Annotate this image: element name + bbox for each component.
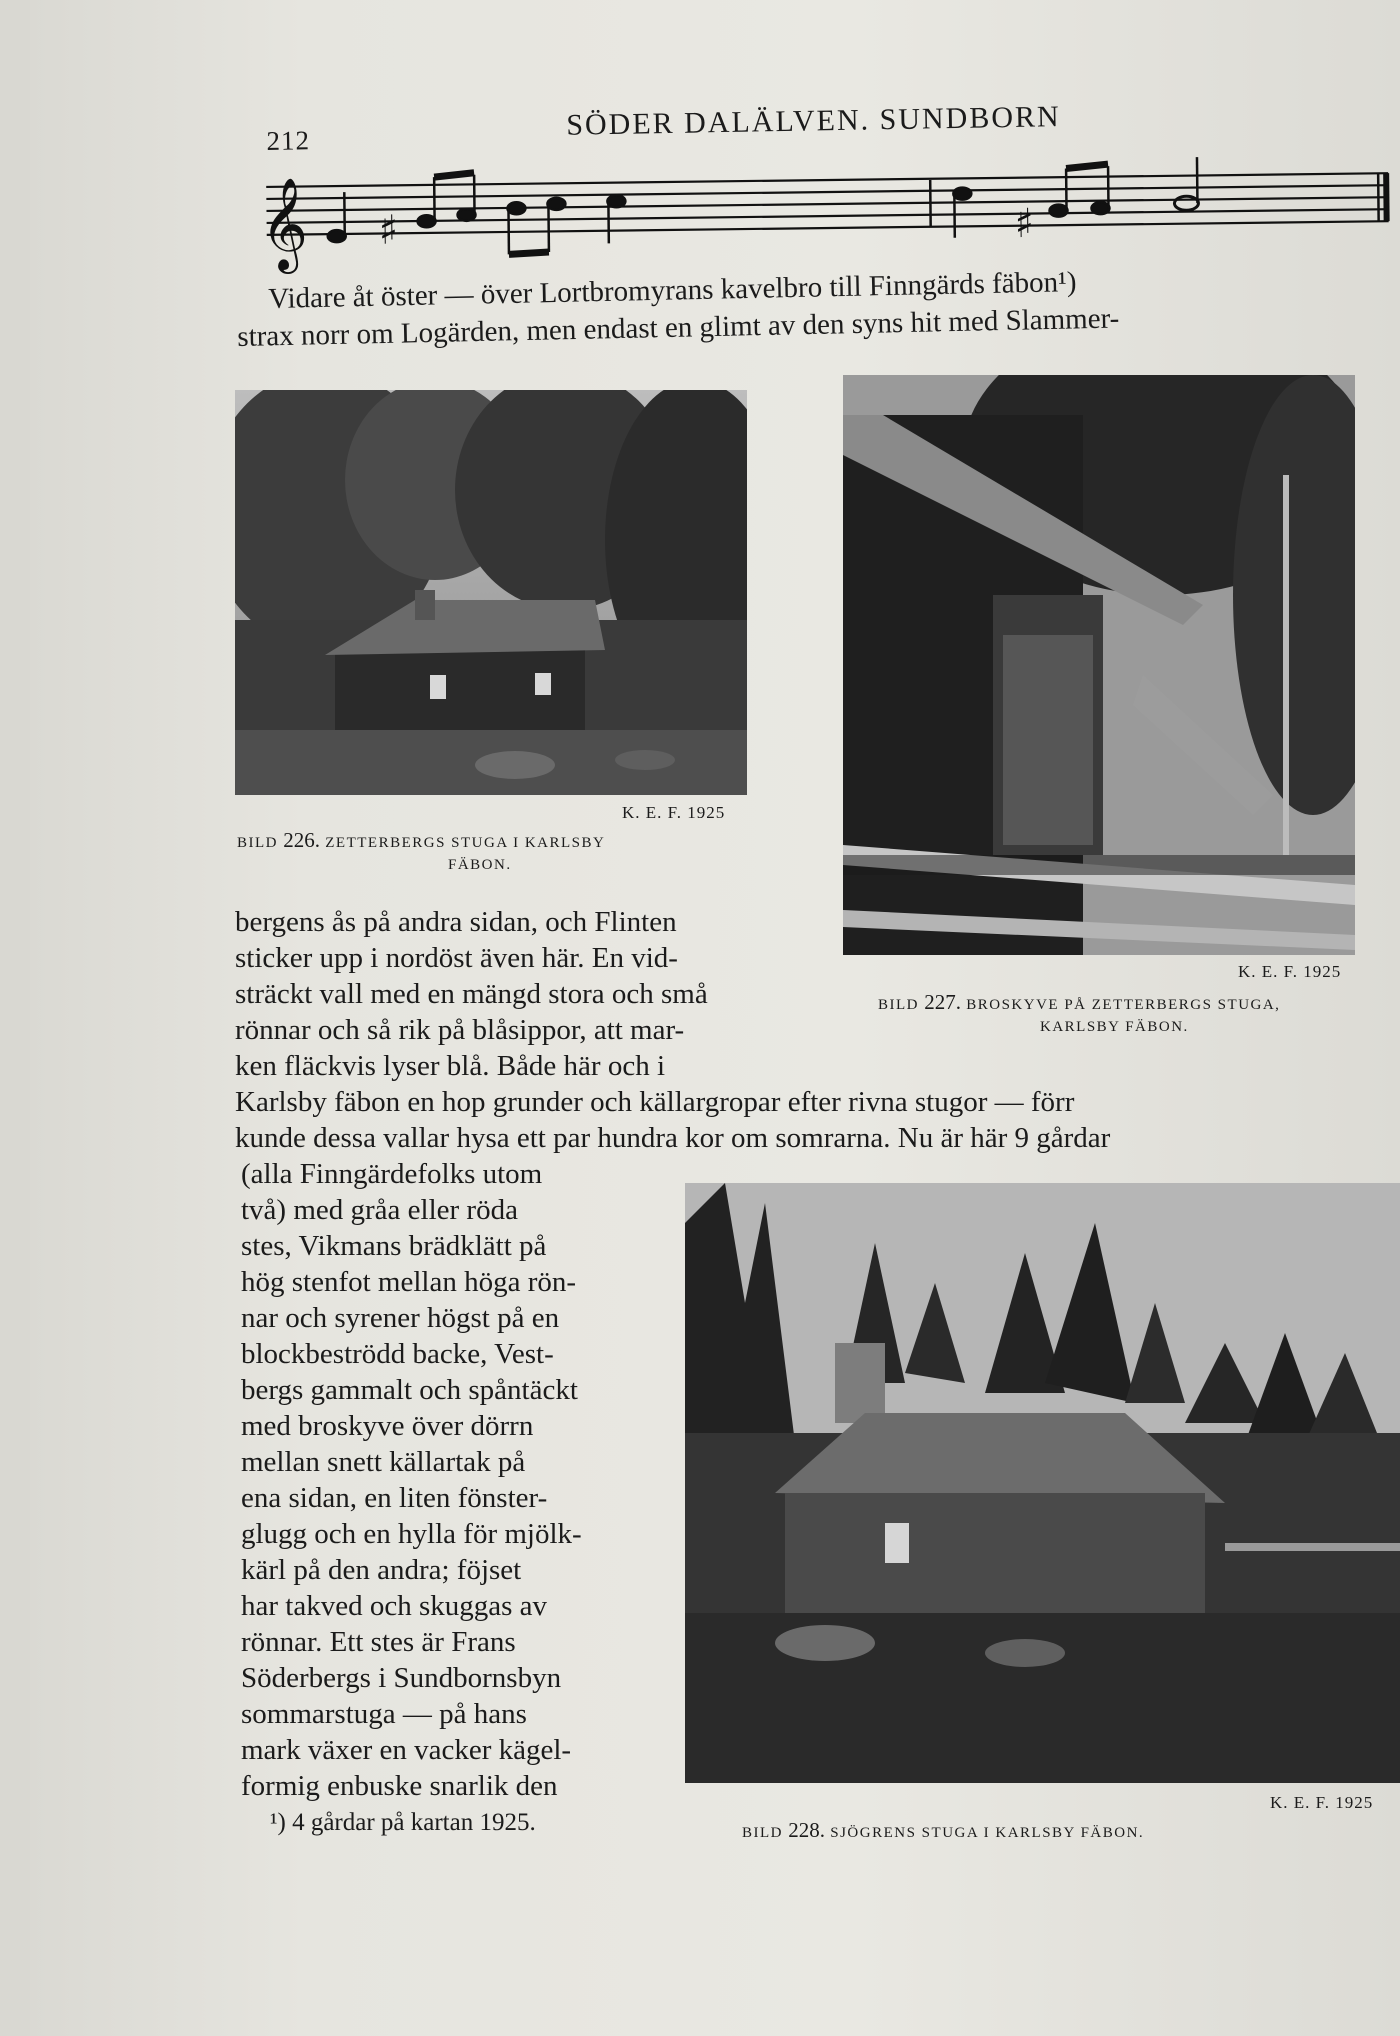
photo-broskyve <box>843 375 1355 955</box>
column-line-15: Söderbergs i Sundbornsbyn <box>241 1662 562 1694</box>
caption-227-label: BILD <box>878 997 919 1013</box>
intro-line-2: strax norr om Logärden, men endast en glimt av den syns hit med Slammer- <box>237 302 1120 353</box>
svg-text:♯: ♯ <box>1014 200 1035 248</box>
full-line-1: Karlsby fäbon en hop grunder och källargropar efter rivna stugor — förr <box>235 1086 1075 1118</box>
column-line-3: stes, Vikmans brädklätt på <box>241 1230 547 1262</box>
column-line-10: ena sidan, en liten fönster- <box>241 1482 548 1514</box>
svg-text:𝄞: 𝄞 <box>260 176 309 270</box>
svg-text:♯: ♯ <box>378 207 399 254</box>
caption-227-number: 227. <box>924 990 961 1014</box>
caption-226-label: BILD <box>237 835 278 851</box>
caption-226 <box>237 828 605 853</box>
running-title: SÖDER DALÄLVEN. SUNDBORN <box>565 100 1061 142</box>
caption-228-label: BILD <box>742 1825 783 1841</box>
credit-228: K. E. F. 1925 <box>1270 1793 1374 1812</box>
caption-227-line-2: KARLSBY FÄBON. <box>1040 1019 1189 1035</box>
page-number: 212 <box>266 125 311 156</box>
column-line-4: hög stenfot mellan höga rön- <box>241 1266 577 1298</box>
caption-228-number: 228. <box>788 1818 825 1842</box>
photo-sjogrens-stuga <box>685 1183 1400 1783</box>
column-line-14: rönnar. Ett stes är Frans <box>241 1626 516 1658</box>
middle-line-4: rönnar och så rik på blåsippor, att mar- <box>235 1014 685 1046</box>
column-line-11: glugg och en hylla för mjölk- <box>241 1518 582 1550</box>
middle-line-3: sträckt vall med en mängd stora och små <box>235 978 708 1010</box>
middle-line-2: sticker upp i nordöst även här. En vid- <box>235 942 678 974</box>
column-line-16: sommarstuga — på hans <box>241 1698 527 1730</box>
page-header <box>266 98 1086 156</box>
photo-zetterbergs-stuga <box>235 390 747 795</box>
intro-line-1: Vidare åt öster — över Lortbromyrans kavelbro till Finngärds fäbon¹) <box>268 266 1077 315</box>
column-line-18: formig enbuske snarlik den <box>241 1770 558 1802</box>
credit-227: K. E. F. 1925 <box>1238 962 1342 981</box>
column-line-12: kärl på den andra; föjset <box>241 1554 522 1586</box>
column-line-6: blockbeströdd backe, Vest- <box>241 1338 554 1370</box>
caption-227 <box>878 990 1280 1015</box>
caption-228-line-1: SJÖGRENS STUGA I KARLSBY FÄBON. <box>830 1825 1145 1841</box>
caption-226-line-2: FÄBON. <box>448 857 512 873</box>
column-line-13: har takved och skuggas av <box>241 1590 548 1622</box>
caption-226-number: 226. <box>283 828 320 852</box>
column-line-5: nar och syrener högst på en <box>241 1302 560 1334</box>
column-line-2: två) med gråa eller röda <box>241 1194 518 1226</box>
middle-line-5: ken fläckvis lyser blå. Både här och i <box>235 1050 666 1082</box>
credit-226: K. E. F. 1925 <box>622 803 726 822</box>
caption-227-line-1: BROSKYVE PÅ ZETTERBERGS STUGA, <box>966 997 1281 1013</box>
column-line-8: med broskyve över dörrn <box>241 1410 534 1442</box>
column-line-1: (alla Finngärdefolks utom <box>241 1158 543 1190</box>
column-line-9: mellan snett källartak på <box>241 1446 526 1478</box>
book-page <box>30 0 1400 2036</box>
column-line-17: mark växer en vacker kägel- <box>241 1734 572 1766</box>
full-line-2: kunde dessa vallar hysa ett par hundra kor om somrarna. Nu är här 9 gårdar <box>235 1122 1111 1154</box>
caption-226-line-1: ZETTERBERGS STUGA I KARLSBY <box>325 835 606 851</box>
middle-line-1: bergens ås på andra sidan, och Flinten <box>235 906 677 938</box>
column-line-7: bergs gammalt och spåntäckt <box>241 1374 578 1406</box>
caption-228 <box>742 1818 1144 1843</box>
footnote: ¹) 4 gårdar på kartan 1925. <box>270 1809 536 1836</box>
music-staff <box>258 153 1399 275</box>
